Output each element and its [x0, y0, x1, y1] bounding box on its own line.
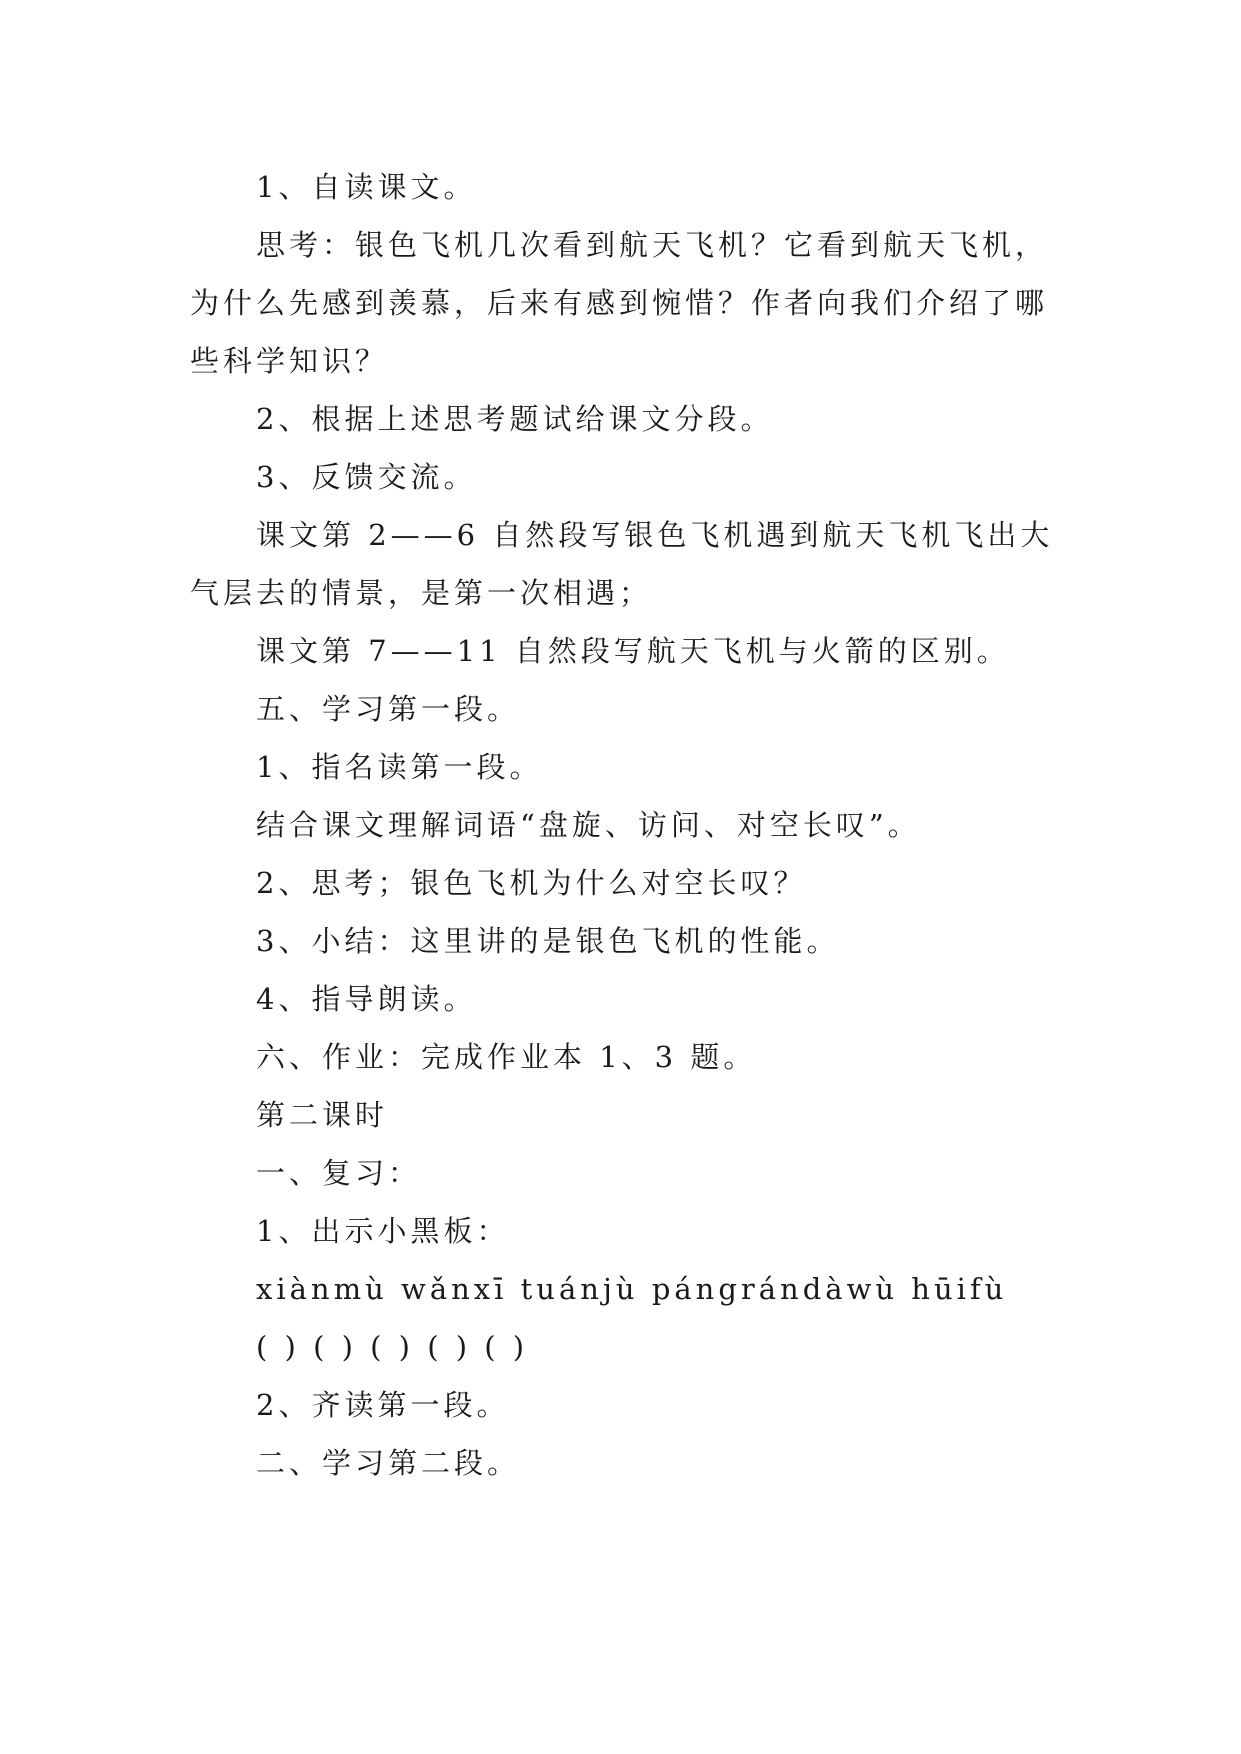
paragraph: 2、思考；银色飞机为什么对空长叹？: [256, 866, 807, 900]
lesson-heading: 第二课时: [256, 1098, 389, 1132]
paragraph: 1、指名读第一段。: [256, 750, 543, 784]
paragraph: 思考：银色飞机几次看到航天飞机？它看到航天飞机，为什么先感到羡慕，后来有感到惋惜？作者向我们介绍了哪些科学知识？: [190, 228, 1049, 378]
section-heading: 一、复习：: [256, 1156, 422, 1190]
paragraph: 3、反馈交流。: [256, 460, 477, 494]
section-heading: 二、学习第二段。: [256, 1446, 521, 1480]
paragraph: 3、小结：这里讲的是银色飞机的性能。: [256, 924, 840, 958]
paragraph: 课文第 2——6 自然段写银色飞机遇到航天飞机飞出大气层去的情景，是第一次相遇；: [190, 518, 1054, 610]
paragraph: 2、齐读第一段。: [256, 1388, 510, 1422]
document-body: [190, 158, 1070, 1492]
section-heading: 六、作业：完成作业本 1、3 题。: [256, 1040, 757, 1074]
paragraph: 2、根据上述思考题试给课文分段。: [256, 402, 774, 436]
paragraph: 1、出示小黑板：: [256, 1214, 510, 1248]
pinyin-line: xiànmù wǎnxī tuánjù pángrándàwù hūifù: [256, 1272, 1008, 1306]
paragraph: 4、指导朗读。: [256, 982, 477, 1016]
section-heading: 五、学习第一段。: [256, 692, 521, 726]
answer-blanks: ( ) ( ) ( ) ( ) ( ): [256, 1330, 529, 1364]
paragraph: 1、自读课文。: [256, 170, 477, 204]
paragraph: 课文第 7——11 自然段写航天飞机与火箭的区别。: [256, 634, 1010, 668]
paragraph: 结合课文理解词语“盘旋、访问、对空长叹”。: [256, 808, 921, 842]
